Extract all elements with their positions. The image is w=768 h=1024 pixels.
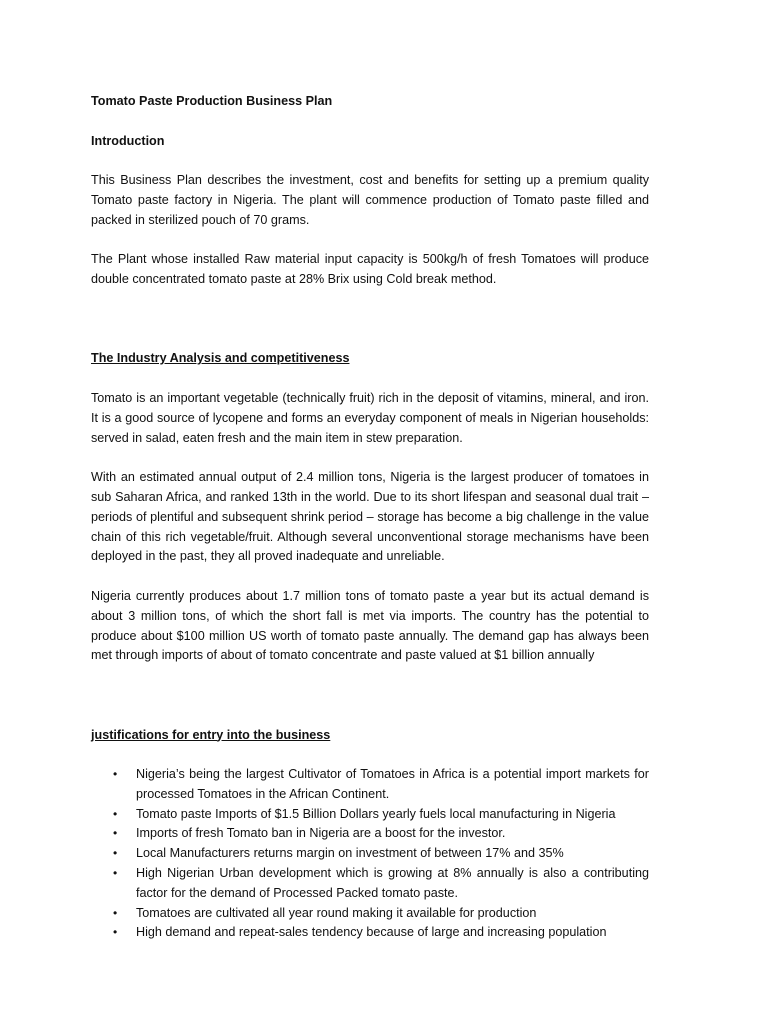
justifications-heading: justifications for entry into the business [91,727,331,742]
bullet-icon: • [113,925,118,940]
spacer [91,112,649,132]
bullet-icon: • [113,806,118,821]
document-title: Tomato Paste Production Business Plan [91,94,333,108]
spacer [91,448,649,468]
spacer [91,151,649,171]
bullet-icon: • [113,846,118,861]
intro-heading: Introduction [91,133,165,148]
list-item-text: High Nigerian Urban development which is growing at 8% annually is also a contributing factor for the demand of Processed Packed tomato paste. [136,866,649,900]
intro-paragraph: This Business Plan describes the investment, cost and benefits for setting up a premium quality Tomato paste factory in Nigeria. The plant will commence production of Tomato paste filled and packed in sterilized pouch of 70 grams. [91,173,649,227]
spacer [91,369,649,389]
list-item [91,805,649,825]
list-item-text: Local Manufacturers returns margin on investment of between 17% and 35% [136,846,564,861]
list-item [91,824,649,844]
list-item-text: Tomatoes are cultivated all year round making it available for production [136,905,537,920]
bullet-icon: • [113,767,118,782]
list-item-text: Imports of fresh Tomato ban in Nigeria are a boost for the investor. [136,826,506,841]
spacer [91,745,649,765]
bullet-icon: • [113,905,118,920]
industry-paragraph: Tomato is an important vegetable (technically fruit) rich in the deposit of vitamins, mineral, and iron. It is a good source of lycopene and forms an everyday component of meals in Nigerian households: served in salad, eaten fresh and the main item in stew preparation. [91,390,649,445]
list-item [91,923,649,943]
list-item [91,765,649,805]
industry-paragraph: With an estimated annual output of 2.4 million tons, Nigeria is the largest producer of tomatoes in sub Saharan Africa, and ranked 13th in the world. Due to its short lifespan and seasonal dual trait – periods of plentiful and subsequent shrink period – storage has become a big challenge in the value chain of this rich vegetable/fruit. Although several unconventional storage mechanisms have been deployed in the past, they all proved inadequate and unreliable. [91,470,649,564]
justifications-list [91,765,649,943]
bullet-icon: • [113,826,118,841]
spacer [91,666,649,725]
list-item-text: Nigeria’s being the largest Cultivator of Tomatoes in Africa is a potential import markets for processed Tomatoes in the African Continent. [136,767,649,801]
spacer [91,290,649,349]
document-page [91,92,649,943]
industry-heading: The Industry Analysis and competitiveness [91,351,350,366]
list-item [91,864,649,904]
list-item-text: Tomato paste Imports of $1.5 Billion Dollars yearly fuels local manufacturing in Nigeria [136,806,616,821]
list-item [91,844,649,864]
bullet-icon: • [113,866,118,881]
intro-paragraph: The Plant whose installed Raw material input capacity is 500kg/h of fresh Tomatoes will produce double concentrated tomato paste at 28% Brix using Cold break method. [91,252,649,287]
industry-paragraph: Nigeria currently produces about 1.7 million tons of tomato paste a year but its actual demand is about 3 million tons, of which the short fall is met via imports. The country has the potential to produce about $100 million US worth of tomato paste annually. The demand gap has always been met through imports of about of tomato concentrate and paste valued at $1 billion annually [91,588,649,663]
list-item [91,904,649,924]
list-item-text: High demand and repeat-sales tendency because of large and increasing population [136,925,607,940]
spacer [91,567,649,587]
spacer [91,231,649,251]
